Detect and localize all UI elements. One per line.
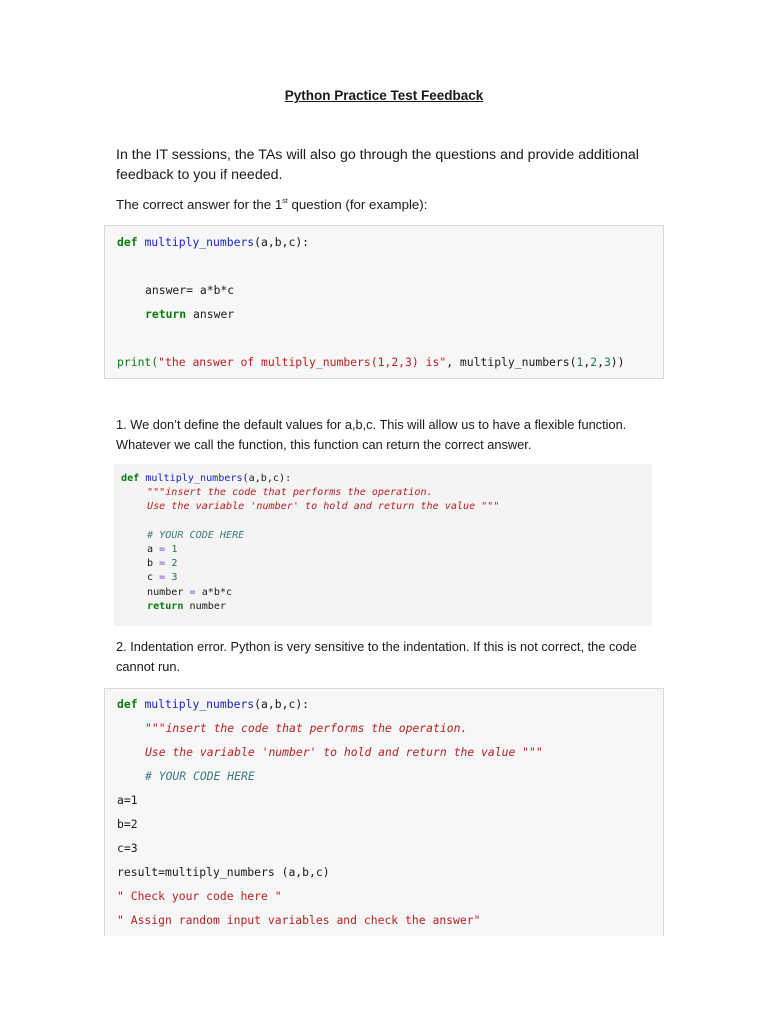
code-line: " Check your code here " xyxy=(117,889,282,903)
code-line: """insert the code that performs the operation. xyxy=(147,487,433,498)
code-line: return answer xyxy=(145,307,235,321)
intro-paragraph: In the IT sessions, the TAs will also go through the questions and provide additional feedback to you if needed. xyxy=(116,147,639,183)
code-block-example xyxy=(114,464,652,626)
code-line: c=3 xyxy=(117,841,138,855)
code-line: """insert the code that performs the operation. xyxy=(145,721,468,735)
correct-answer-paragraph xyxy=(116,195,661,215)
code-line: b=2 xyxy=(117,817,138,831)
code-line: def multiply_numbers(a,b,c): xyxy=(121,473,292,484)
code-line: def multiply_numbers(a,b,c): xyxy=(117,235,310,249)
code-line: result=multiply_numbers (a,b,c) xyxy=(117,865,330,879)
ordinal-superscript: st xyxy=(282,198,288,205)
code-line: number = a*b*c xyxy=(147,587,233,598)
code-line: answer= a*b*c xyxy=(145,283,235,297)
code-line: # YOUR CODE HERE xyxy=(145,769,255,783)
code-line: print("the answer of multiply_numbers(1,2,3) is", multiply_numbers(1,2,3)) xyxy=(117,355,625,369)
code-line: a = 1 xyxy=(147,544,178,555)
code-line: return number xyxy=(147,601,227,612)
code-line: Use the variable 'number' to hold and return the value """ xyxy=(145,745,543,759)
code-line: " Assign random input variables and check the answer" xyxy=(117,913,481,927)
point-2-paragraph: 2. Indentation error. Python is very sensitive to the indentation. If this is not correct, the code cannot run. xyxy=(116,639,637,674)
code-line: # YOUR CODE HERE xyxy=(147,530,245,541)
code-line: b = 2 xyxy=(147,558,178,569)
code-line: Use the variable 'number' to hold and return the value """ xyxy=(147,501,500,512)
code-block-indentation-error xyxy=(104,688,664,936)
code-block-correct-answer xyxy=(104,225,664,379)
point-1-paragraph: 1. We don’t define the default values for a,b,c. This will allow us to have a flexible function. Whatever we call the function, this function can return the correct answer. xyxy=(116,417,627,452)
title-text: Python Practice Test Feedback xyxy=(284,88,484,103)
code-line: def multiply_numbers(a,b,c): xyxy=(117,697,310,711)
correct-answer-text: The correct answer for the 1 xyxy=(116,197,283,212)
code-line: a=1 xyxy=(117,793,138,807)
code-line: c = 3 xyxy=(147,572,178,583)
correct-answer-suffix: question (for example): xyxy=(287,197,428,212)
document-title xyxy=(0,88,768,103)
